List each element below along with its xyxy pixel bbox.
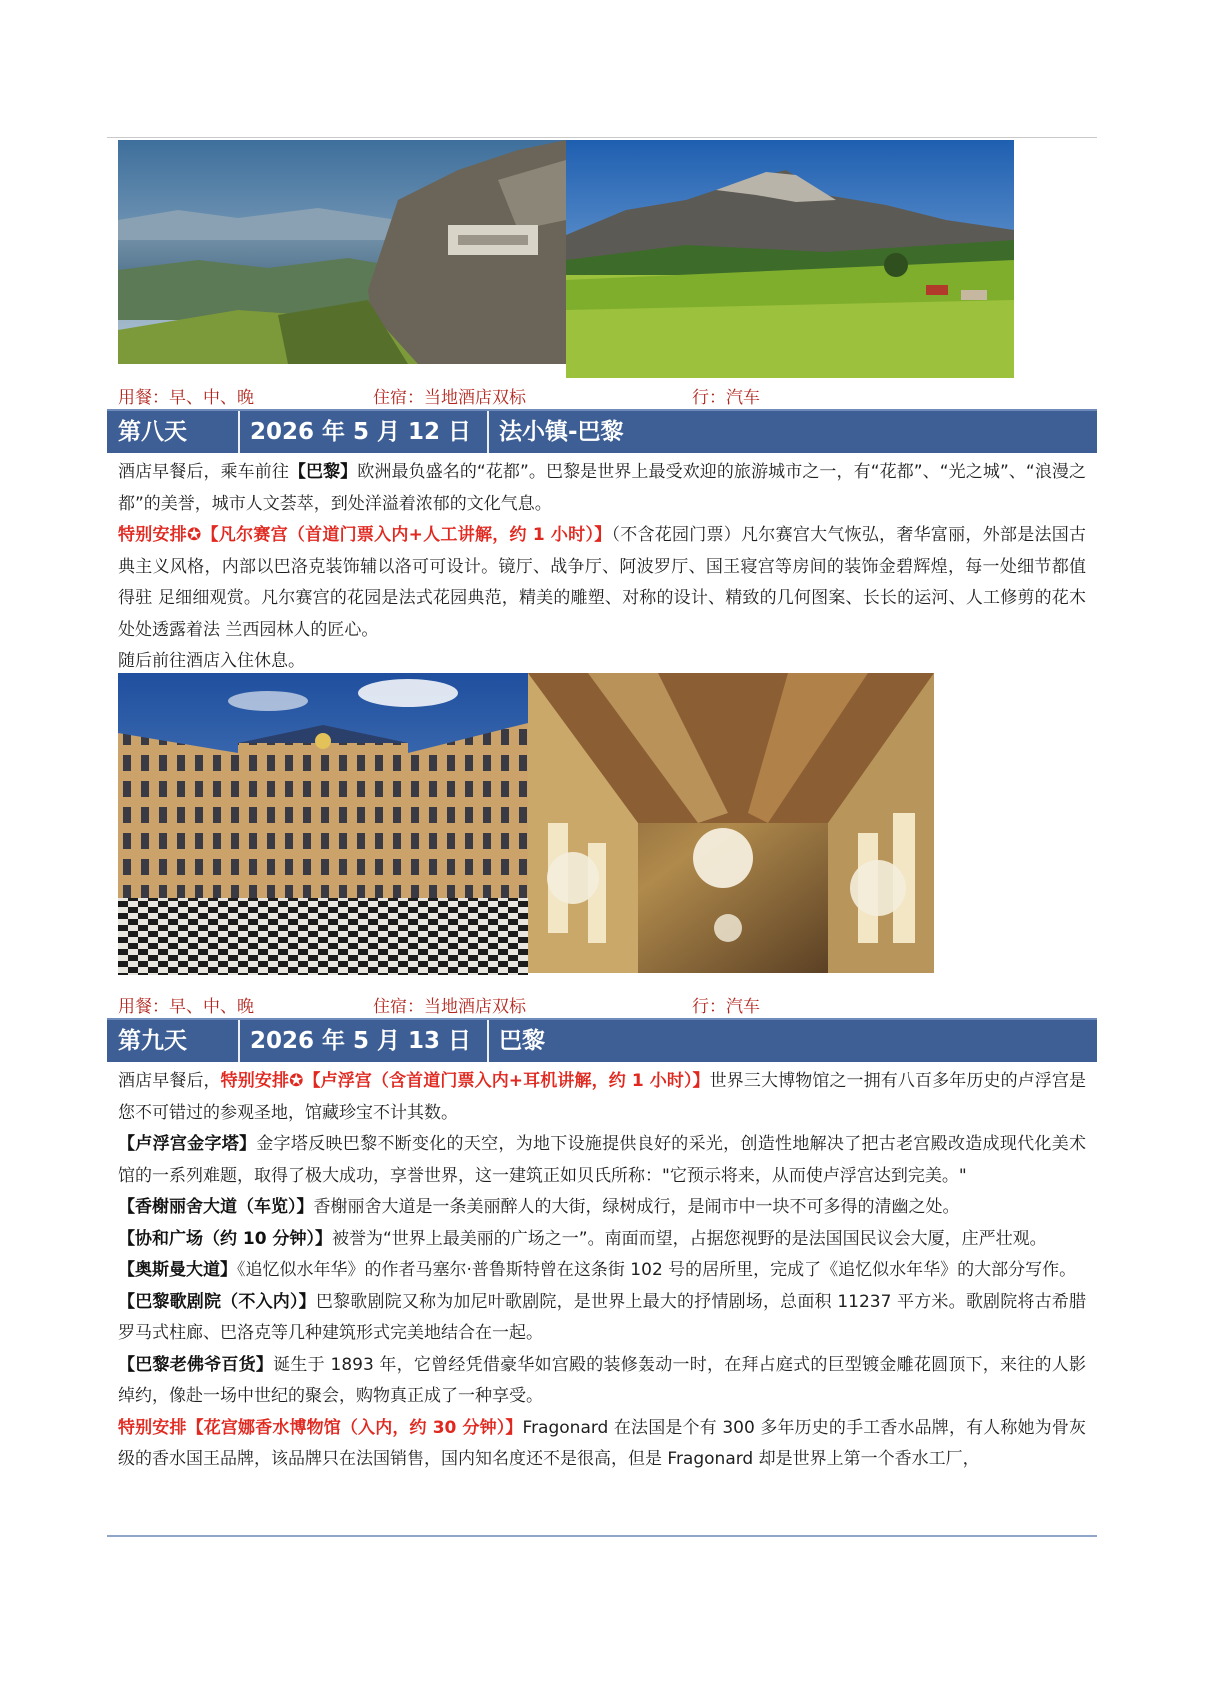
text: 诞生于 1893 年，它曾经凭借豪华如宫殿的装修轰动一时，在拜占庭式的巨型镀金雕花圆顶下，来往的人影绰约，像赴一场中世纪的聚会，购物真正成了一种享受。 [118, 1354, 1086, 1406]
day-route: 法小镇-巴黎 [499, 419, 624, 445]
transport-info: 行：汽车 [692, 388, 760, 408]
day-label: 第八天 [118, 419, 187, 445]
day9-header [107, 1018, 1097, 1062]
hotel-info: 住宿：当地酒店双标 [373, 388, 526, 408]
meals-info: 用餐：早、中、晚 [118, 388, 254, 408]
text: 金字塔反映巴黎不断变化的天空，为地下设施提供良好的采光，创造性地解决了把古老宫殿改造成现代化美术馆的一系列难题，取得了极大成功，享誉世界，这一建筑正如贝氏所称："它预示将来，从而使卢浮宫达到完美。" [118, 1134, 1086, 1186]
paragraph [118, 1413, 1086, 1476]
meals-info: 用餐：早、中、晚 [118, 997, 254, 1017]
place-name: 【卢浮宫金字塔】 [118, 1134, 257, 1154]
photo-versailles-exterior [118, 673, 528, 975]
day8-footer [118, 992, 1078, 1018]
text: 香榭丽舍大道是一条美丽醉人的大街，绿树成行，是闹市中一块不可多得的清幽之处。 [313, 1197, 960, 1217]
paragraph [118, 520, 1086, 646]
special-highlight: 特别安排✪【凡尔赛宫（首道门票入内+人工讲解，约 1 小时）】 [118, 525, 612, 545]
divider [238, 411, 240, 453]
text: 随后前往酒店入住休息。 [118, 651, 305, 671]
paragraph [118, 1287, 1086, 1350]
paragraph [118, 1129, 1086, 1192]
day8-header [107, 409, 1097, 453]
day7-footer [118, 383, 1078, 409]
photo-hall-of-mirrors [528, 673, 934, 973]
place-name: 【香榭丽舍大道（车览）】 [118, 1197, 314, 1217]
special-highlight: 特别安排✪【卢浮宫（含首道门票入内+耳机讲解，约 1 小时）】 [220, 1071, 710, 1091]
day8-itinerary [118, 457, 1086, 678]
paragraph [118, 1255, 1086, 1287]
day9-itinerary [118, 1066, 1086, 1476]
place-name: 【巴黎老佛爷百货】 [118, 1354, 274, 1375]
hotel-info: 住宿：当地酒店双标 [373, 997, 526, 1017]
text: 欧洲最负盛名的“花都”。巴黎是世界上最受欢迎的旅游城市之一，有“花都”、“光之城”、“浪漫之都”的美誉，城市人文荟萃，到处洋溢着浓郁的文化气息。 [118, 462, 1087, 514]
divider [487, 411, 489, 453]
paragraph [118, 1350, 1086, 1413]
paragraph [118, 457, 1086, 520]
text: 《追忆似水年华》的作者马塞尔·普鲁斯特曾在这条街 102 号的居所里，完成了《追忆似水年华》的大部分写作。 [237, 1260, 1077, 1280]
day-label: 第九天 [118, 1028, 187, 1054]
photo-alpine-meadow [566, 140, 1014, 378]
place-name: 【巴黎歌剧院（不入内）】 [118, 1291, 316, 1312]
day-date: 2026 年 5 月 13 日 [250, 1028, 472, 1054]
place-name: 【协和广场（约 10 分钟）】 [118, 1228, 332, 1249]
text: 世界三大博物馆之一拥有八百多年历史的卢浮宫是您不可错过的参观圣地，馆藏珍宝不计其数。 [118, 1071, 1087, 1123]
day-route: 巴黎 [499, 1028, 545, 1054]
text: 被誉为“世界上最美丽的广场之一”。南面而望，占据您视野的是法国国民议会大厦，庄严壮观。 [332, 1228, 1047, 1249]
text: 酒店早餐后，乘车前往 [118, 462, 289, 482]
paragraph [118, 1066, 1086, 1129]
special-highlight: 特别安排【花宫娜香水博物馆（入内，约 30 分钟）】 [118, 1417, 523, 1438]
top-divider [107, 137, 1097, 138]
text: 酒店早餐后， [118, 1071, 221, 1091]
text: 巴黎歌剧院又称为加尼叶歌剧院，是世界上最大的抒情剧场，总面积 11237 平方米。歌剧院将古希腊罗马式柱廊、巴洛克等几种建筑形式完美地结合在一起。 [118, 1291, 1086, 1343]
place-name: 【奥斯曼大道】 [118, 1260, 237, 1280]
paragraph [118, 1224, 1086, 1256]
text: Fragonard 在法国是个有 300 多年历史的手工香水品牌，有人称她为骨灰级的香水国王品牌，该品牌只在法国销售，国内知名度还不是很高，但是 Fragonard 却是世界上第一个香水工厂， [118, 1417, 1086, 1469]
day-date: 2026 年 5 月 12 日 [250, 419, 472, 445]
paragraph [118, 1192, 1086, 1224]
transport-info: 行：汽车 [692, 997, 760, 1017]
divider [487, 1020, 489, 1062]
bottom-divider [107, 1535, 1097, 1537]
photo-mount-pilatus-lake [118, 140, 566, 364]
text: （不含花园门票）凡尔赛宫大气恢弘，奢华富丽，外部是法国古典主义风格，内部以巴洛克装饰辅以洛可可设计。镜厅、战争厅、阿波罗厅、国王寝宫等房间的装饰金碧辉煌，每一处细节都值得驻 足细细观赏。凡尔赛宫的花园是法式花园典范，精美的雕塑、对称的设计、精致的几何图案、长长的运河、人工修剪的花木处处透露着法 兰西园林人的匠心。 [118, 525, 1086, 640]
place-name: 【巴黎】 [288, 462, 358, 482]
divider [238, 1020, 240, 1062]
